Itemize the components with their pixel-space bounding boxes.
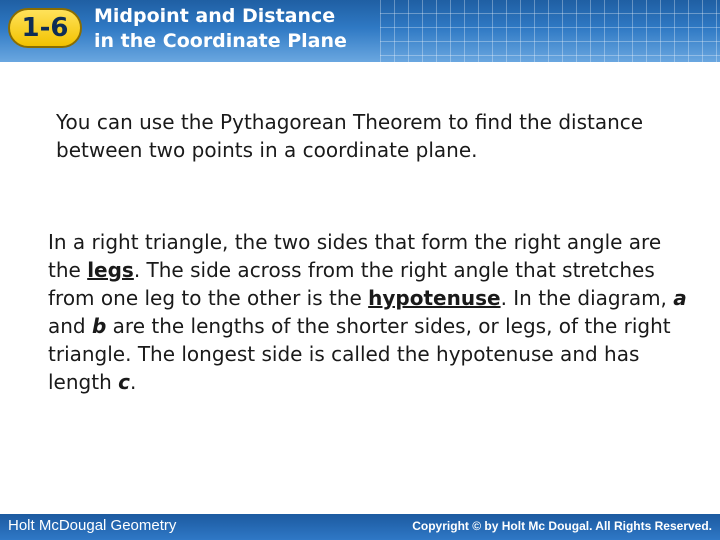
copyright-notice: Copyright © by Holt Mc Dougal. All Rights Reserved. <box>412 519 712 533</box>
slide-footer <box>0 514 720 540</box>
para2-text-5: are the lengths of the shorter sides, or legs, of the right triangle. The longest side is called the hypotenuse and has length <box>48 314 671 394</box>
para2-text-2: . The side across from the right angle that stretches from one leg to the other is the <box>48 258 655 310</box>
variable-c: c <box>118 370 130 394</box>
lesson-number-badge: 1-6 <box>8 8 82 48</box>
para2-text-1: In a right triangle, the two sides that form the right angle are the <box>48 230 662 282</box>
publisher-label: Holt McDougal Geometry <box>8 517 177 534</box>
term-hypotenuse: hypotenuse <box>368 286 501 310</box>
para2-text-3: . In the diagram, <box>500 286 674 310</box>
variable-a: a <box>673 286 687 310</box>
lesson-title-line1: Midpoint and Distance <box>94 5 336 27</box>
header-grid-decoration <box>380 0 720 62</box>
intro-paragraph: You can use the Pythagorean Theorem to find the distance between two points in a coordinate plane. <box>56 110 644 162</box>
lesson-title-line2: in the Coordinate Plane <box>94 30 347 52</box>
para2-text-4: and <box>48 314 92 338</box>
slide-header <box>0 0 720 62</box>
term-legs: legs <box>87 258 134 282</box>
definition-paragraph <box>48 228 688 396</box>
para2-text-6: . <box>129 370 137 394</box>
variable-b: b <box>91 314 107 338</box>
lesson-title <box>94 4 347 54</box>
